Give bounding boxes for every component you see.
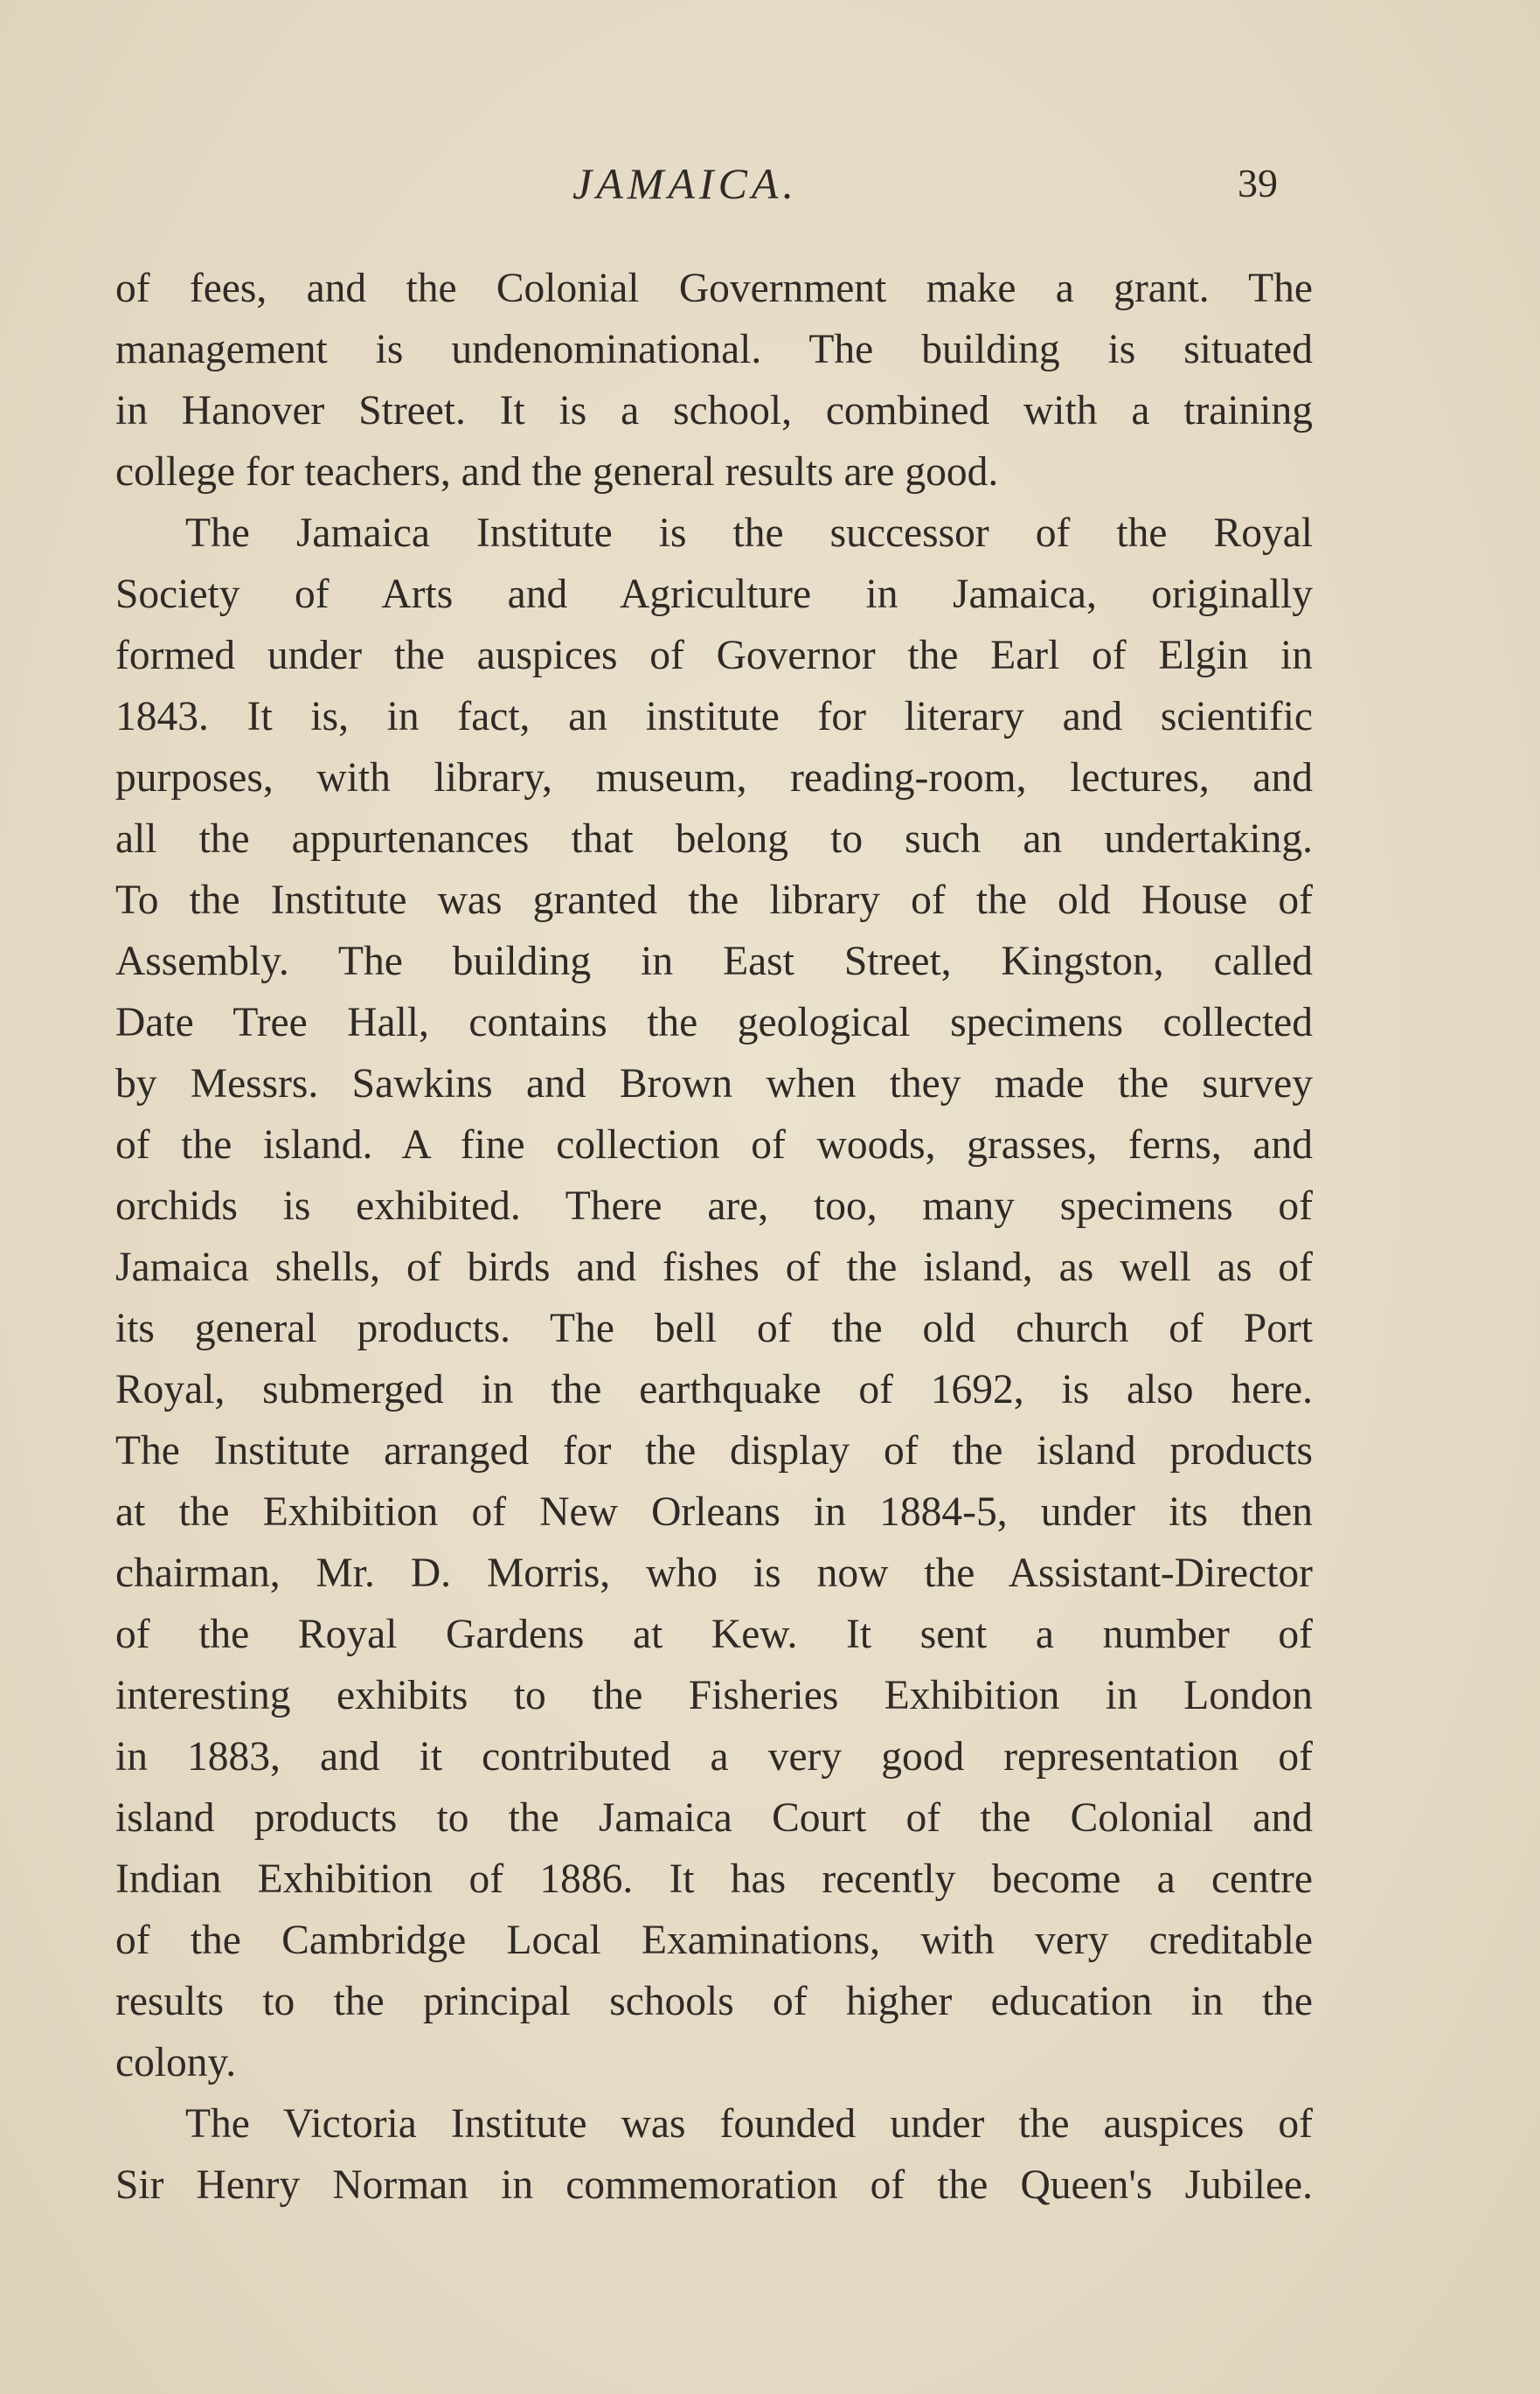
text-line: colony. <box>115 2040 237 2085</box>
text-line: purposes, with library, museum, reading-room, lectures, and <box>115 755 1313 801</box>
text-line: of the island. A fine collection of woods, grasses, ferns, and <box>115 1122 1313 1168</box>
text-line: by Messrs. Sawkins and Brown when they made the survey <box>115 1061 1313 1107</box>
text-line: management is undenominational. The building is situated <box>115 327 1313 372</box>
text-line: Jamaica shells, of birds and fishes of the island, as well as of <box>115 1245 1313 1290</box>
page-number: 39 <box>1238 161 1278 205</box>
text-line: 1843. It is, in fact, an institute for literary and scientific <box>115 694 1313 739</box>
text-line: Society of Arts and Agriculture in Jamaica, originally <box>115 572 1313 617</box>
text-line: formed under the auspices of Governor the Earl of Elgin in <box>115 633 1313 678</box>
text-line: Indian Exhibition of 1886. It has recently become a centre <box>115 1856 1313 1902</box>
text-line: of the Cambridge Local Examinations, with very creditable <box>115 1918 1313 1963</box>
text-line: of the Royal Gardens at Kew. It sent a number of <box>115 1612 1313 1657</box>
text-line: Date Tree Hall, contains the geological specimens collected <box>115 1000 1313 1045</box>
text-line: The Victoria Institute was founded under the auspices of <box>185 2101 1313 2147</box>
text-line: To the Institute was granted the library of the old House of <box>115 878 1313 923</box>
text-line: orchids is exhibited. There are, too, many specimens of <box>115 1183 1313 1229</box>
text-line: all the appurtenances that belong to such an undertaking. <box>115 816 1313 862</box>
text-line: Royal, submerged in the earthquake of 1692, is also here. <box>115 1367 1313 1412</box>
text-line: Assembly. The building in East Street, Kingston, called <box>115 939 1313 984</box>
text-line: The Institute arranged for the display of the island products <box>115 1428 1313 1474</box>
running-head <box>0 153 1540 214</box>
text-line: its general products. The bell of the old church of Port <box>115 1306 1313 1351</box>
text-line: interesting exhibits to the Fisheries Exhibition in London <box>115 1673 1313 1718</box>
text-line: in Hanover Street. It is a school, combined with a training <box>115 388 1313 434</box>
text-line: chairman, Mr. D. Morris, who is now the Assistant-Director <box>115 1551 1313 1596</box>
text-line: of fees, and the Colonial Government make a grant. The <box>115 266 1313 311</box>
running-title: JAMAICA. <box>572 159 798 208</box>
text-line: The Jamaica Institute is the successor of the Royal <box>185 510 1313 556</box>
text-line: results to the principal schools of higher education in the <box>115 1979 1313 2024</box>
text-line: island products to the Jamaica Court of the Colonial and <box>115 1795 1313 1841</box>
text-line: at the Exhibition of New Orleans in 1884-5, under its then <box>115 1489 1313 1535</box>
text-line: Sir Henry Norman in commemoration of the Queen's Jubilee. <box>115 2162 1313 2208</box>
body-text <box>115 258 1313 2216</box>
text-line: in 1883, and it contributed a very good representation of <box>115 1734 1313 1780</box>
text-line: college for teachers, and the general results are good. <box>115 449 999 495</box>
